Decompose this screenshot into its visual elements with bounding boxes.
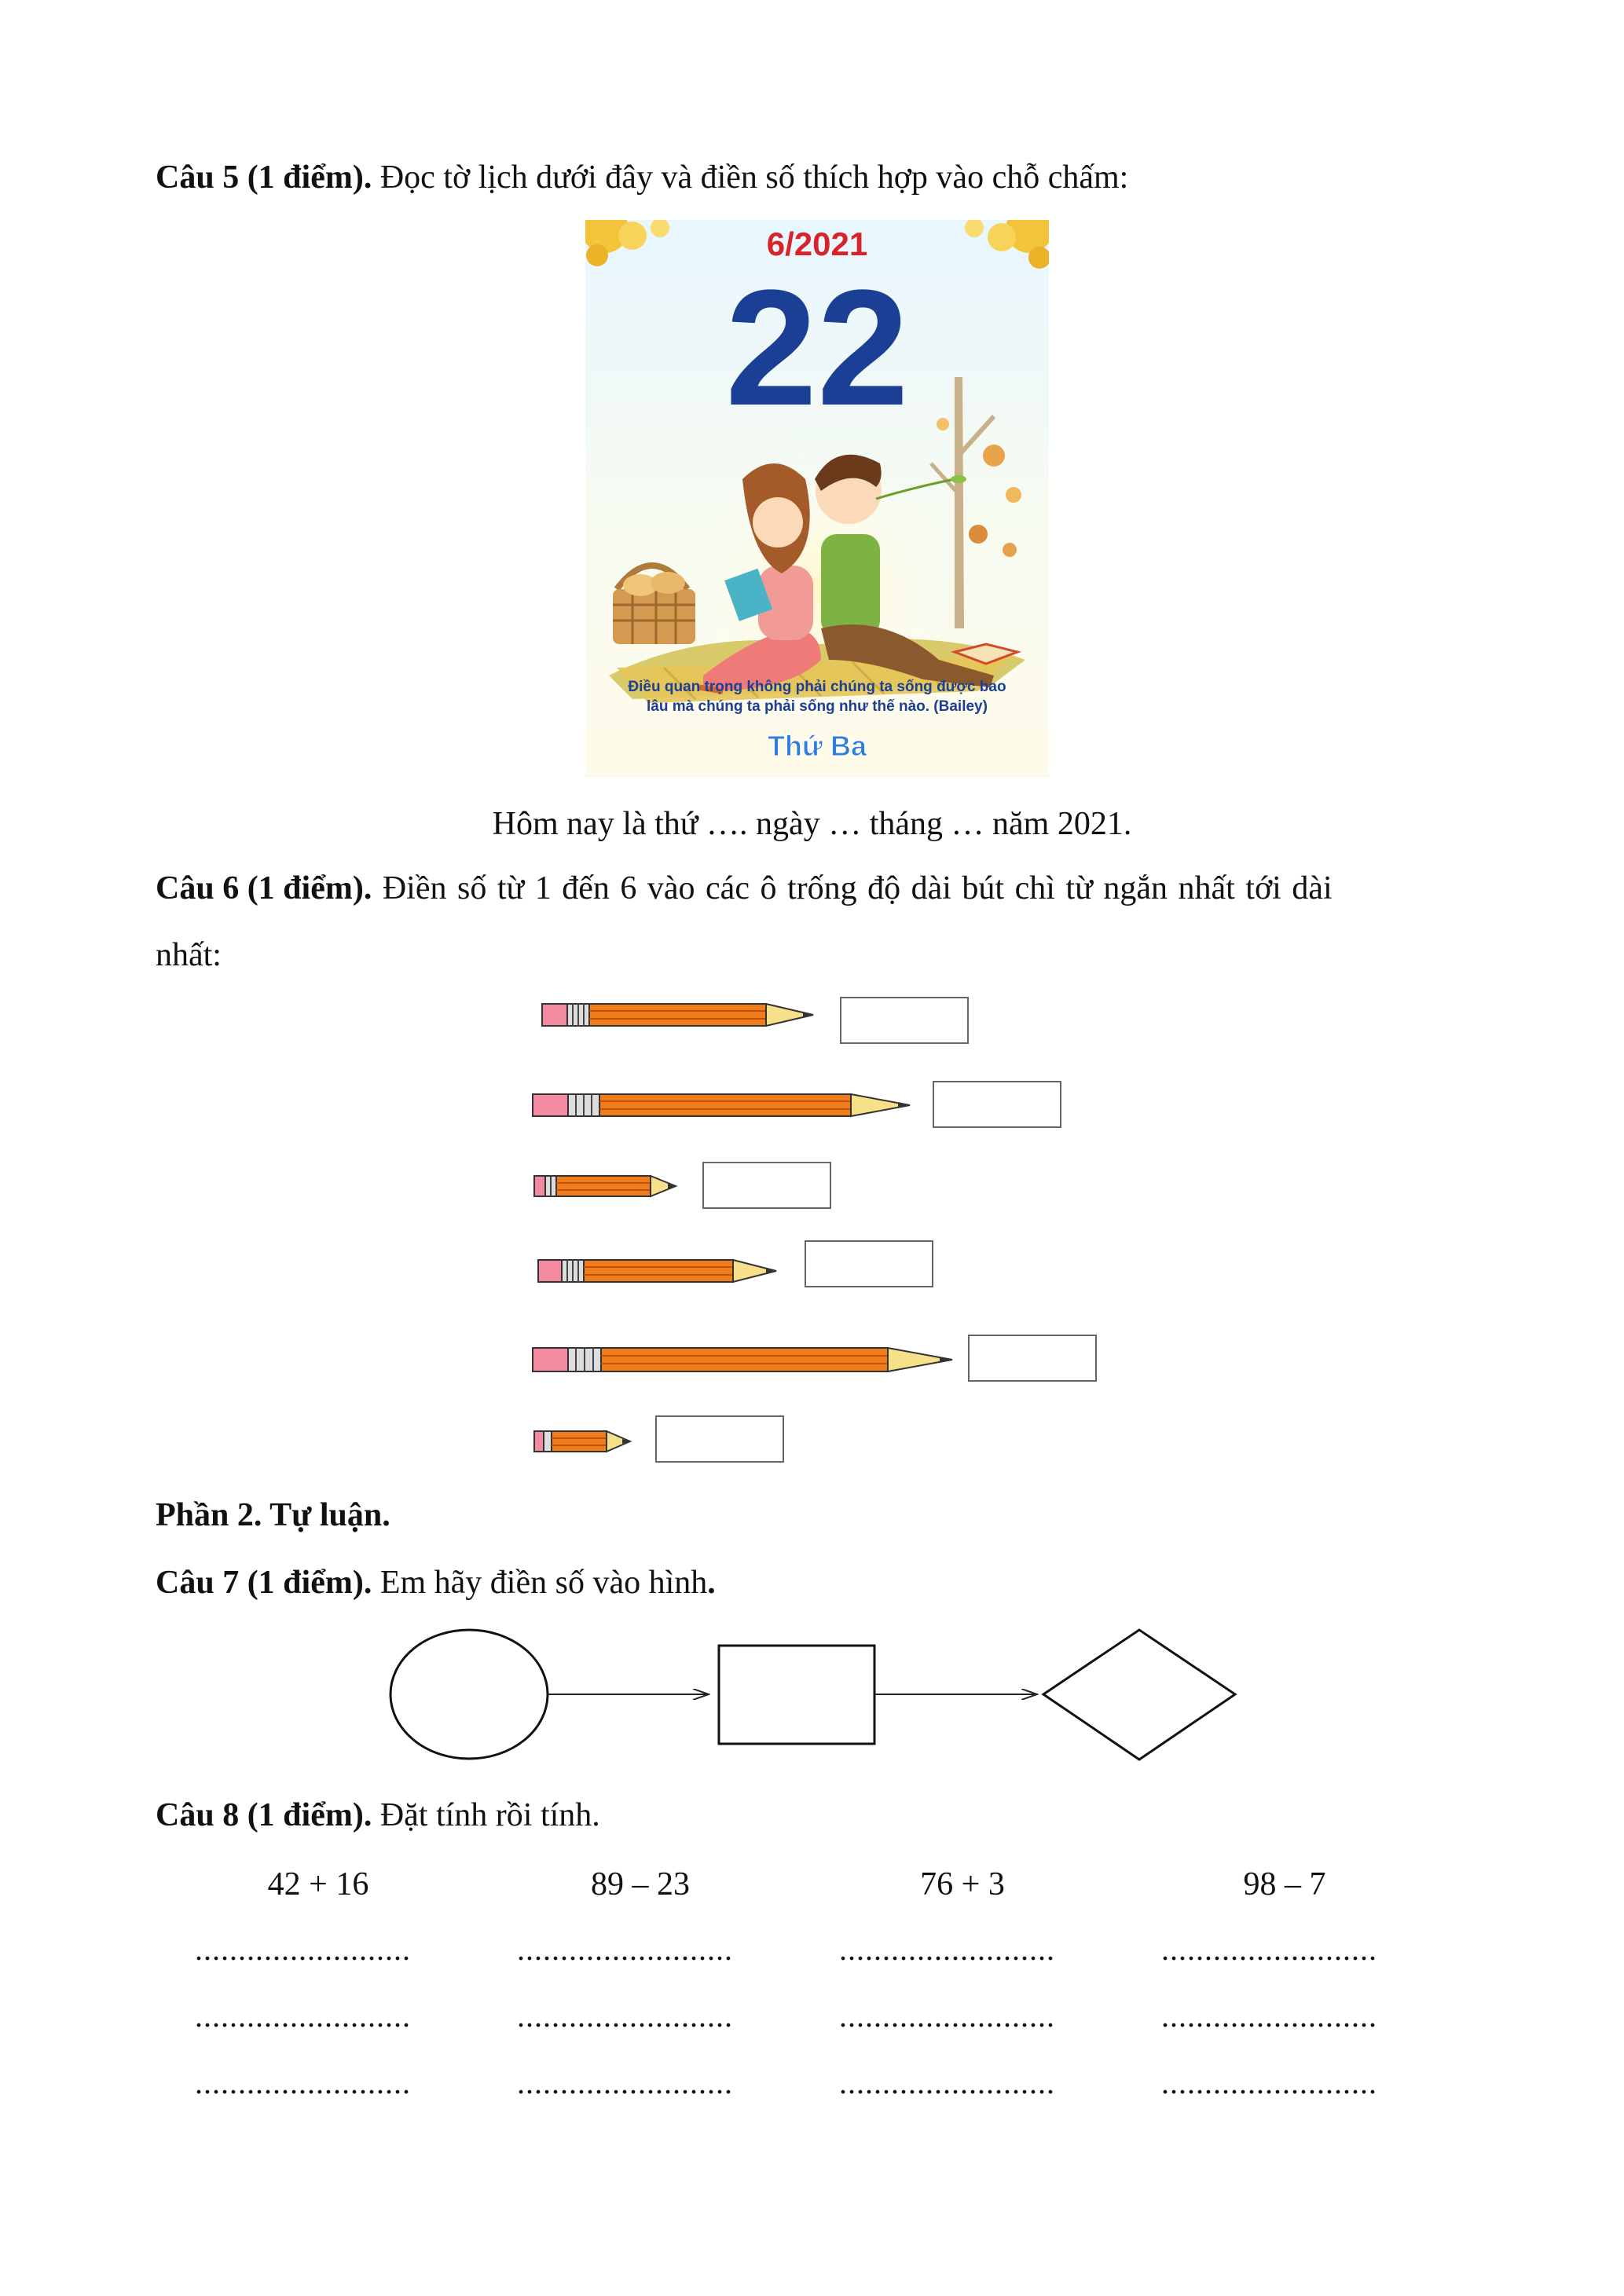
answer-dots-1-1[interactable]: ......................... xyxy=(195,1932,411,1967)
answer-dots-2-2[interactable]: ......................... xyxy=(517,1998,733,2034)
pencil-6 xyxy=(534,1431,630,1452)
expression-3: 76 + 3 xyxy=(920,1866,1005,1902)
answer-dots-4-3[interactable]: ......................... xyxy=(1161,2065,1377,2100)
answer-dots-3-2[interactable]: ......................... xyxy=(839,1998,1055,2034)
q6-text-line1: Điền số từ 1 đến 6 vào các ô trống độ dài bút chì từ ngắn nhất tới dài xyxy=(372,870,1333,906)
answer-box-6[interactable] xyxy=(656,1416,783,1462)
q5-label: Câu 5 (1 điểm). xyxy=(156,159,372,196)
q5-answer-line: Hôm nay là thứ …. ngày … tháng … năm 2021. xyxy=(492,806,1132,842)
calendar-weekday: Thứ Ba xyxy=(767,730,867,762)
answer-box-2[interactable] xyxy=(933,1082,1061,1127)
answer-box-3[interactable] xyxy=(703,1163,830,1208)
calendar-image xyxy=(585,220,1049,778)
expression-2: 89 – 23 xyxy=(591,1866,690,1902)
calendar-day: 22 xyxy=(725,255,909,440)
answer-box-4[interactable] xyxy=(805,1241,933,1287)
calendar-quote-line2: lâu mà chúng ta phải sống như thế nào. (Bailey) xyxy=(647,698,988,715)
calendar-month-year: 6/2021 xyxy=(766,225,868,262)
pencil-5 xyxy=(533,1348,952,1371)
calendar-quote-line1: Điều quan trọng không phải chúng ta sống được bao xyxy=(628,679,1006,695)
pencil-2 xyxy=(533,1094,910,1116)
expression-1: 42 + 16 xyxy=(267,1866,369,1902)
q7-text: Em hãy điền số vào hình xyxy=(372,1565,708,1601)
q5-heading xyxy=(156,161,1128,194)
q6-text-line2: nhất: xyxy=(156,937,222,973)
circle-input-shape[interactable] xyxy=(390,1630,548,1759)
expression-4: 98 – 7 xyxy=(1243,1866,1326,1902)
q8-text: Đặt tính rồi tính. xyxy=(372,1797,600,1833)
diamond-input-shape[interactable] xyxy=(1043,1630,1235,1760)
answer-box-5[interactable] xyxy=(969,1335,1096,1381)
pencil-3 xyxy=(534,1176,676,1196)
q7-period: . xyxy=(707,1565,716,1601)
answer-dots-4-2[interactable]: ......................... xyxy=(1161,1998,1377,2034)
q6-heading xyxy=(156,872,1482,905)
answer-dots-2-3[interactable]: ......................... xyxy=(517,2065,733,2100)
pencil-1 xyxy=(542,1004,813,1026)
answer-dots-1-3[interactable]: ......................... xyxy=(195,2065,411,2100)
answer-box-1[interactable] xyxy=(841,998,968,1043)
q5-text: Đọc tờ lịch dưới đây và điền số thích hợp vào chỗ chấm: xyxy=(372,159,1129,196)
q7-label: Câu 7 (1 điểm). xyxy=(156,1565,372,1601)
part2-title: Phần 2. Tự luận. xyxy=(156,1497,390,1533)
q8-label: Câu 8 (1 điểm). xyxy=(156,1797,372,1833)
shape-flow-diagram xyxy=(377,1618,1257,1775)
answer-dots-1-2[interactable]: ......................... xyxy=(195,1998,411,2034)
answer-dots-4-1[interactable]: ......................... xyxy=(1161,1932,1377,1967)
square-input-shape[interactable] xyxy=(719,1646,874,1744)
q6-label: Câu 6 (1 điểm). xyxy=(156,870,372,906)
q7-heading xyxy=(156,1566,716,1599)
answer-dots-3-3[interactable]: ......................... xyxy=(839,2065,1055,2100)
pencil-4 xyxy=(538,1260,776,1282)
answer-dots-3-1[interactable]: ......................... xyxy=(839,1932,1055,1967)
q8-heading xyxy=(156,1799,600,1832)
answer-dots-2-1[interactable]: ......................... xyxy=(517,1932,733,1967)
